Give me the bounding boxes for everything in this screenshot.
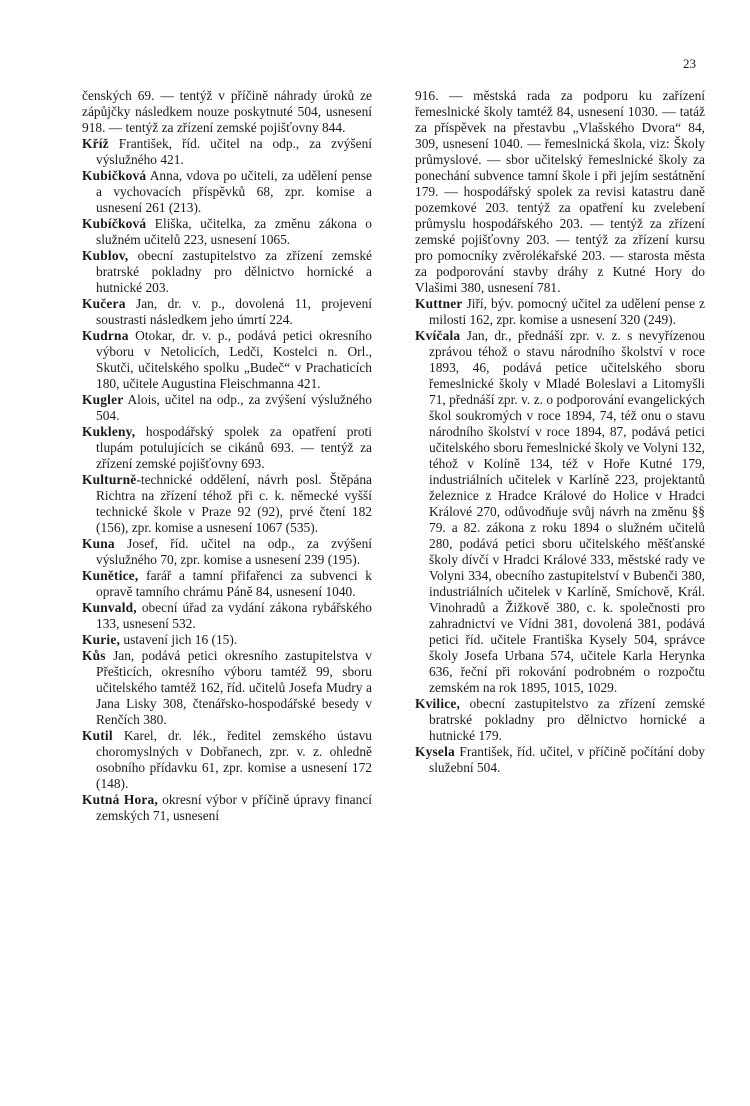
entry-text: František, říd. učitel, v příčině počítání doby služební 504. (429, 744, 705, 775)
index-entry (415, 696, 705, 744)
entry-text: Jan, podává petici okresního zastupitelstva v Přešticích, okresního výboru tamtéž 99, sboru učitelského tamtéž 162, říd. učitelů Josefa Mudry a Jana Lisky 308, čtenářsko-hospodářské besedy v Renčích 380. (96, 648, 372, 727)
entry-heading: Kubičková (82, 168, 147, 183)
entry-text: 916. — městská rada za podporu ku zařízení řemeslnické školy tamtéž 84, usnesení 1030. — tatáž za příspěvek na přestavbu „Vlašského Dvora“ 84, 309, usnesení 1040. — řemeslnická škola, viz: Školy průmyslové. — sbor učitelský řemeslnické školy za ponechání subvence tamní škole i při jejím sestátnění 179. — hospodářský spolek za revisi katastru daně pozemkové 203. tentýž za opatření ku zvelebení průmyslu hospodářského 203. — tentýž za zřízení zemské pojišťovny 203. — tentýž za zřízení kursu pro pomocníky zvěrolékařské 203. — starosta města za podporování stavby dráhy z Kutné Hory do Vlašimi 380, usnesení 781. (415, 88, 705, 295)
index-entry (82, 728, 372, 792)
entry-text: obecní úřad za vydání zákona rybářského 133, usnesení 532. (96, 600, 372, 631)
entry-heading: Kurie, (82, 632, 121, 647)
entry-heading: Kudrna (82, 328, 129, 343)
index-entry (82, 296, 372, 328)
entry-heading: Kulturně (82, 472, 137, 487)
entry-text: farář a tamní přifařenci za subvenci k opravě tamního chrámu Páně 84, usnesení 1040. (96, 568, 372, 599)
index-entry (82, 600, 372, 632)
index-entry (82, 536, 372, 568)
entry-text: Eliška, učitelka, za změnu zákona o služném učitelů 223, usnesení 1065. (96, 216, 372, 247)
entry-text: Alois, učitel na odp., za zvýšení výslužného 504. (96, 392, 372, 423)
entry-heading: Kunětice, (82, 568, 139, 583)
entry-heading: Kůs (82, 648, 106, 663)
entry-heading: Kunvald, (82, 600, 137, 615)
index-entry (415, 88, 705, 296)
entry-heading: Kuttner (415, 296, 463, 311)
index-entry (82, 792, 372, 824)
entry-text: okresní výbor v příčině úpravy financí zemských 71, usnesení (96, 792, 372, 823)
entry-heading: Kublov, (82, 248, 129, 263)
entry-text: František, říd. učitel na odp., za zvýšení výslužného 421. (96, 136, 372, 167)
entry-text: Jan, dr., přednáší zpr. v. z. s nevyřízenou zprávou téhož o stavu národního školství v roce 1893, 46, podává petice učitelského sboru řemeslnické školy v Mladé Boleslavi a Litomyšli 71, přednáší zpr. v. z. o podporování evangelických škol soukromých v roce 1894, 74, též onu o stavu národního školství v roce 1894, 87, podává petici učitelského sboru řemeslnické školy ve Volyni 132, téhož v Kolíně 134, též v Hoře Kutné 179, industriálních učitelek v Karlíně 223, projektantů železnice z Hradce Králové do Holice v Hradci Králové 270, odůvodňuje svůj návrh na změnu §§ 79. a 82. zákona z roku 1894 o služném učitelů 280, podává petici sboru učitelského měšťanské školy dívčí v Hradci Králové 333, městské rady ve Volyni 334, obecního zastupitelství v Bubenči 380, industriálních učitelek v Karlíně, Smíchově, Král. Vinohradů a Žižkově 380, c. k. společnosti pro zahradnictví ve Vídni 381, dovolená 381, podává petici říd. učitele Františka Kysely 504, správce školy Josefa Urbana 574, učitele Karla Herynka 636, řeční při rokování podrobném o rozpočtu zemském na rok 1895, 1015, 1029. (429, 328, 705, 695)
index-entry (82, 424, 372, 472)
index-entry (415, 296, 705, 328)
entry-heading: Kvilice, (415, 696, 461, 711)
entry-text: obecní zastupitelstvo za zřízení zemské bratrské pokladny pro dělnictvo hornické a hutnické 203. (96, 248, 372, 295)
index-column-right (415, 88, 705, 776)
index-entry (82, 328, 372, 392)
entry-text: Anna, vdova po učiteli, za udělení pense a vychovacích příspěvků 68, zpr. komise a usnesení 261 (213). (96, 168, 372, 215)
entry-heading: Kugler (82, 392, 124, 407)
index-entry (82, 136, 372, 168)
entry-heading: Kutil (82, 728, 113, 743)
entry-heading: Kuna (82, 536, 115, 551)
entry-text: Otokar, dr. v. p., podává petici okresního výboru v Netolicích, Ledči, Kostelci n. Orl., Skutči, učitelského spolku „Budeč“ v Prachaticích 180, učitele Augustina Fleischmanna 421. (96, 328, 372, 391)
entry-text: Jan, dr. v. p., dovolená 11, projevení soustrasti následkem jeho úmrtí 224. (96, 296, 372, 327)
index-entry (415, 744, 705, 776)
entry-text: Josef, říd. učitel na odp., za zvýšení výslužného 70, zpr. komise a usnesení 239 (195). (96, 536, 372, 567)
index-entry (82, 88, 372, 136)
entry-heading: Kvíčala (415, 328, 461, 343)
entry-heading: Kubíčková (82, 216, 147, 231)
entry-heading: Kysela (415, 744, 455, 759)
entry-text: Jiří, býv. pomocný učitel za udělení pense z milosti 162, zpr. komise a usnesení 320 (249). (429, 296, 705, 327)
entry-text: čenských 69. — tentýž v příčině náhrady úroků ze zápůjčky následkem nouze poskytnuté 504, usnesení 918. — tentýž za zřízení zemské pojišťovny 844. (82, 88, 372, 135)
entry-text: -technické oddělení, návrh posl. Štěpána Richtra na zřízení téhož při c. k. německé vyšší technické škole v Praze 92 (92), prvé čtení 182 (156), zpr. komise a usnesení 1067 (535). (96, 472, 372, 535)
index-entry (82, 568, 372, 600)
index-entry (82, 472, 372, 536)
entry-heading: Kukleny, (82, 424, 136, 439)
entry-heading: Kučera (82, 296, 126, 311)
index-entry (82, 168, 372, 216)
entry-heading: Kříž (82, 136, 109, 151)
entry-text: hospodářský spolek za opatření proti tlupám potulujících se cikánů 693. — tentýž za zřízení zemské pojišťovny 693. (96, 424, 372, 471)
entry-text: Karel, dr. lék., ředitel zemského ústavu choromyslných v Dobřanech, zpr. v. z. ohledně osobního přídavku 61, zpr. komise a usnesení 172 (148). (96, 728, 372, 791)
index-entry (82, 216, 372, 248)
index-entry (415, 328, 705, 696)
entry-text: ustavení jich 16 (15). (120, 632, 238, 647)
entry-heading: Kutná Hora, (82, 792, 158, 807)
entry-text: obecní zastupitelstvo za zřízení zemské bratrské pokladny pro dělnictvo hornické a hutnické 179. (429, 696, 705, 743)
index-entry (82, 648, 372, 728)
index-entry (82, 392, 372, 424)
page-number: 23 (683, 56, 696, 71)
index-column-left (82, 88, 372, 824)
index-entry (82, 632, 372, 648)
index-entry (82, 248, 372, 296)
